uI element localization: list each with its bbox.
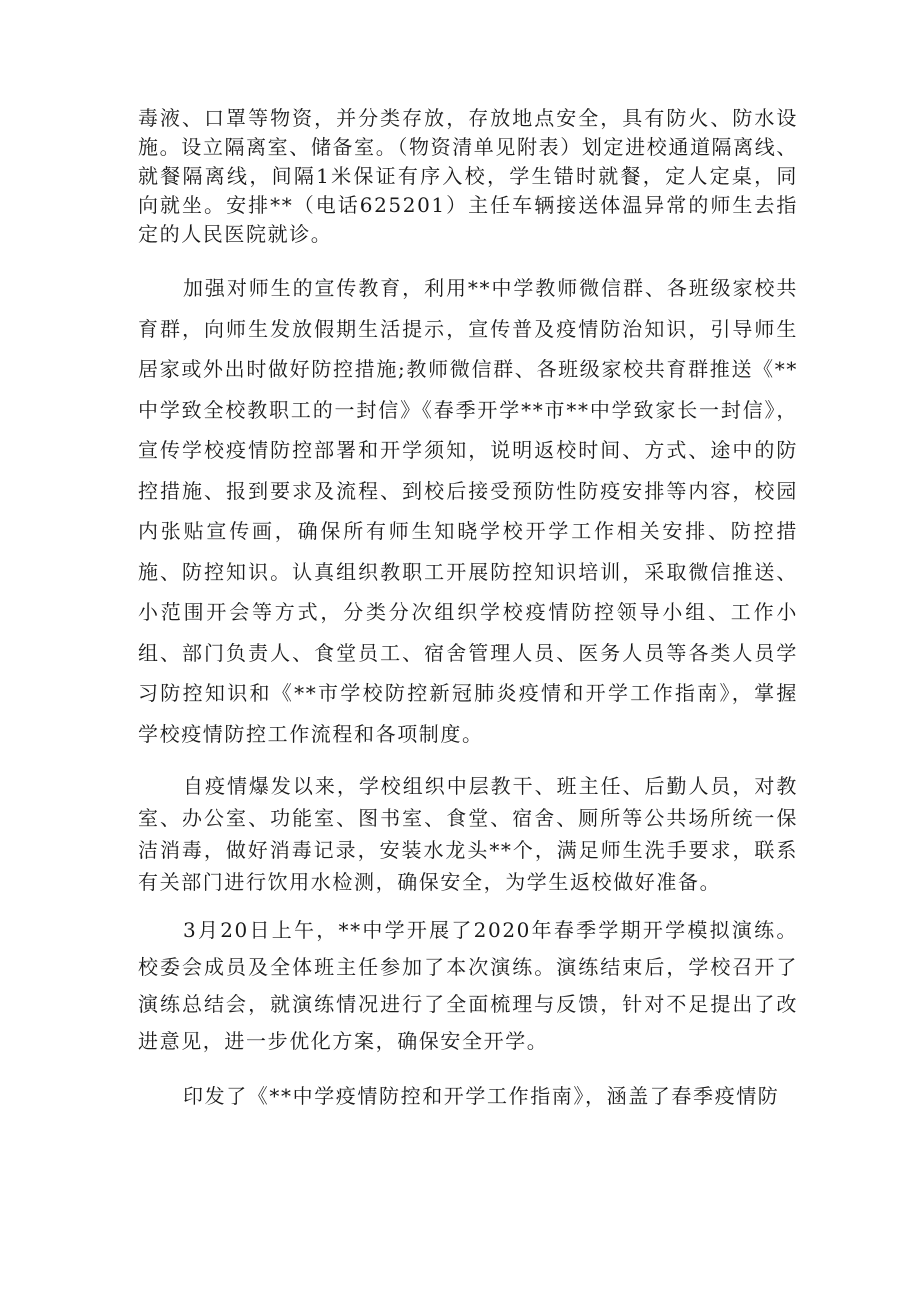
paragraph-guideline-issued: 印发了《**中学疫情防控和开学工作指南》，涵盖了春季疫情防 — [183, 1084, 780, 1108]
paragraph-disinfection: 自疫情爆发以来，学校组织中层教干、班主任、后勤人员，对教室、办公室、功能室、图书室、食堂、宿舍、厕所等公共场所统一保洁消毒，做好消毒记录，安装水龙头**个，满足师生洗手要求，联系有关部门进行饮用水检测，确保安全，为学生返校做好准备。 — [138, 774, 798, 894]
paragraph-mock-drill: 3月20日上午，**中学开展了2020年春季学期开学模拟演练。校委会成员及全体班主任参加了本次演练。演练结束后，学校召开了演练总结会，就演练情况进行了全面梳理与反馈，针对不足提出了改进意见，进一步优化方案，确保安全开学。 — [138, 918, 798, 1053]
document-body — [138, 104, 798, 1115]
paragraph-supplies-and-isolation: 毒液、口罩等物资，并分类存放，存放地点安全，具有防火、防水设施。设立隔离室、储备室。（物资清单见附表）划定进校通道隔离线、就餐隔离线，间隔1米保证有序入校，学生错时就餐，定人定桌，同向就坐。安排**（电话625201）主任车辆接送体温异常的师生去指定的人民医院就诊。 — [138, 106, 798, 246]
paragraph-publicity-education: 加强对师生的宣传教育，利用**中学教师微信群、各班级家校共育群，向师生发放假期生活提示，宣传普及疫情防治知识，引导师生居家或外出时做好防控措施;教师微信群、各班级家校共育群推送《**中学致全校教职工的一封信》《春季开学**市**中学致家长一封信》，宣传学校疫情防控部署和开学须知，说明返校时间、方式、途中的防控措施、报到要求及流程、到校后接受预防性防疫安排等内容，校园内张贴宣传画，确保所有师生知晓学校开学工作相关安排、防控措施、防控知识。认真组织教职工开展防控知识培训，采取微信推送、小范围开会等方式，分类分次组织学校疫情防控领导小组、工作小组、部门负责人、食堂员工、宿舍管理人员、医务人员等各类人员学习防控知识和《**市学校防控新冠肺炎疫情和开学工作指南》，掌握学校疫情防控工作流程和各项制度。 — [138, 276, 798, 746]
